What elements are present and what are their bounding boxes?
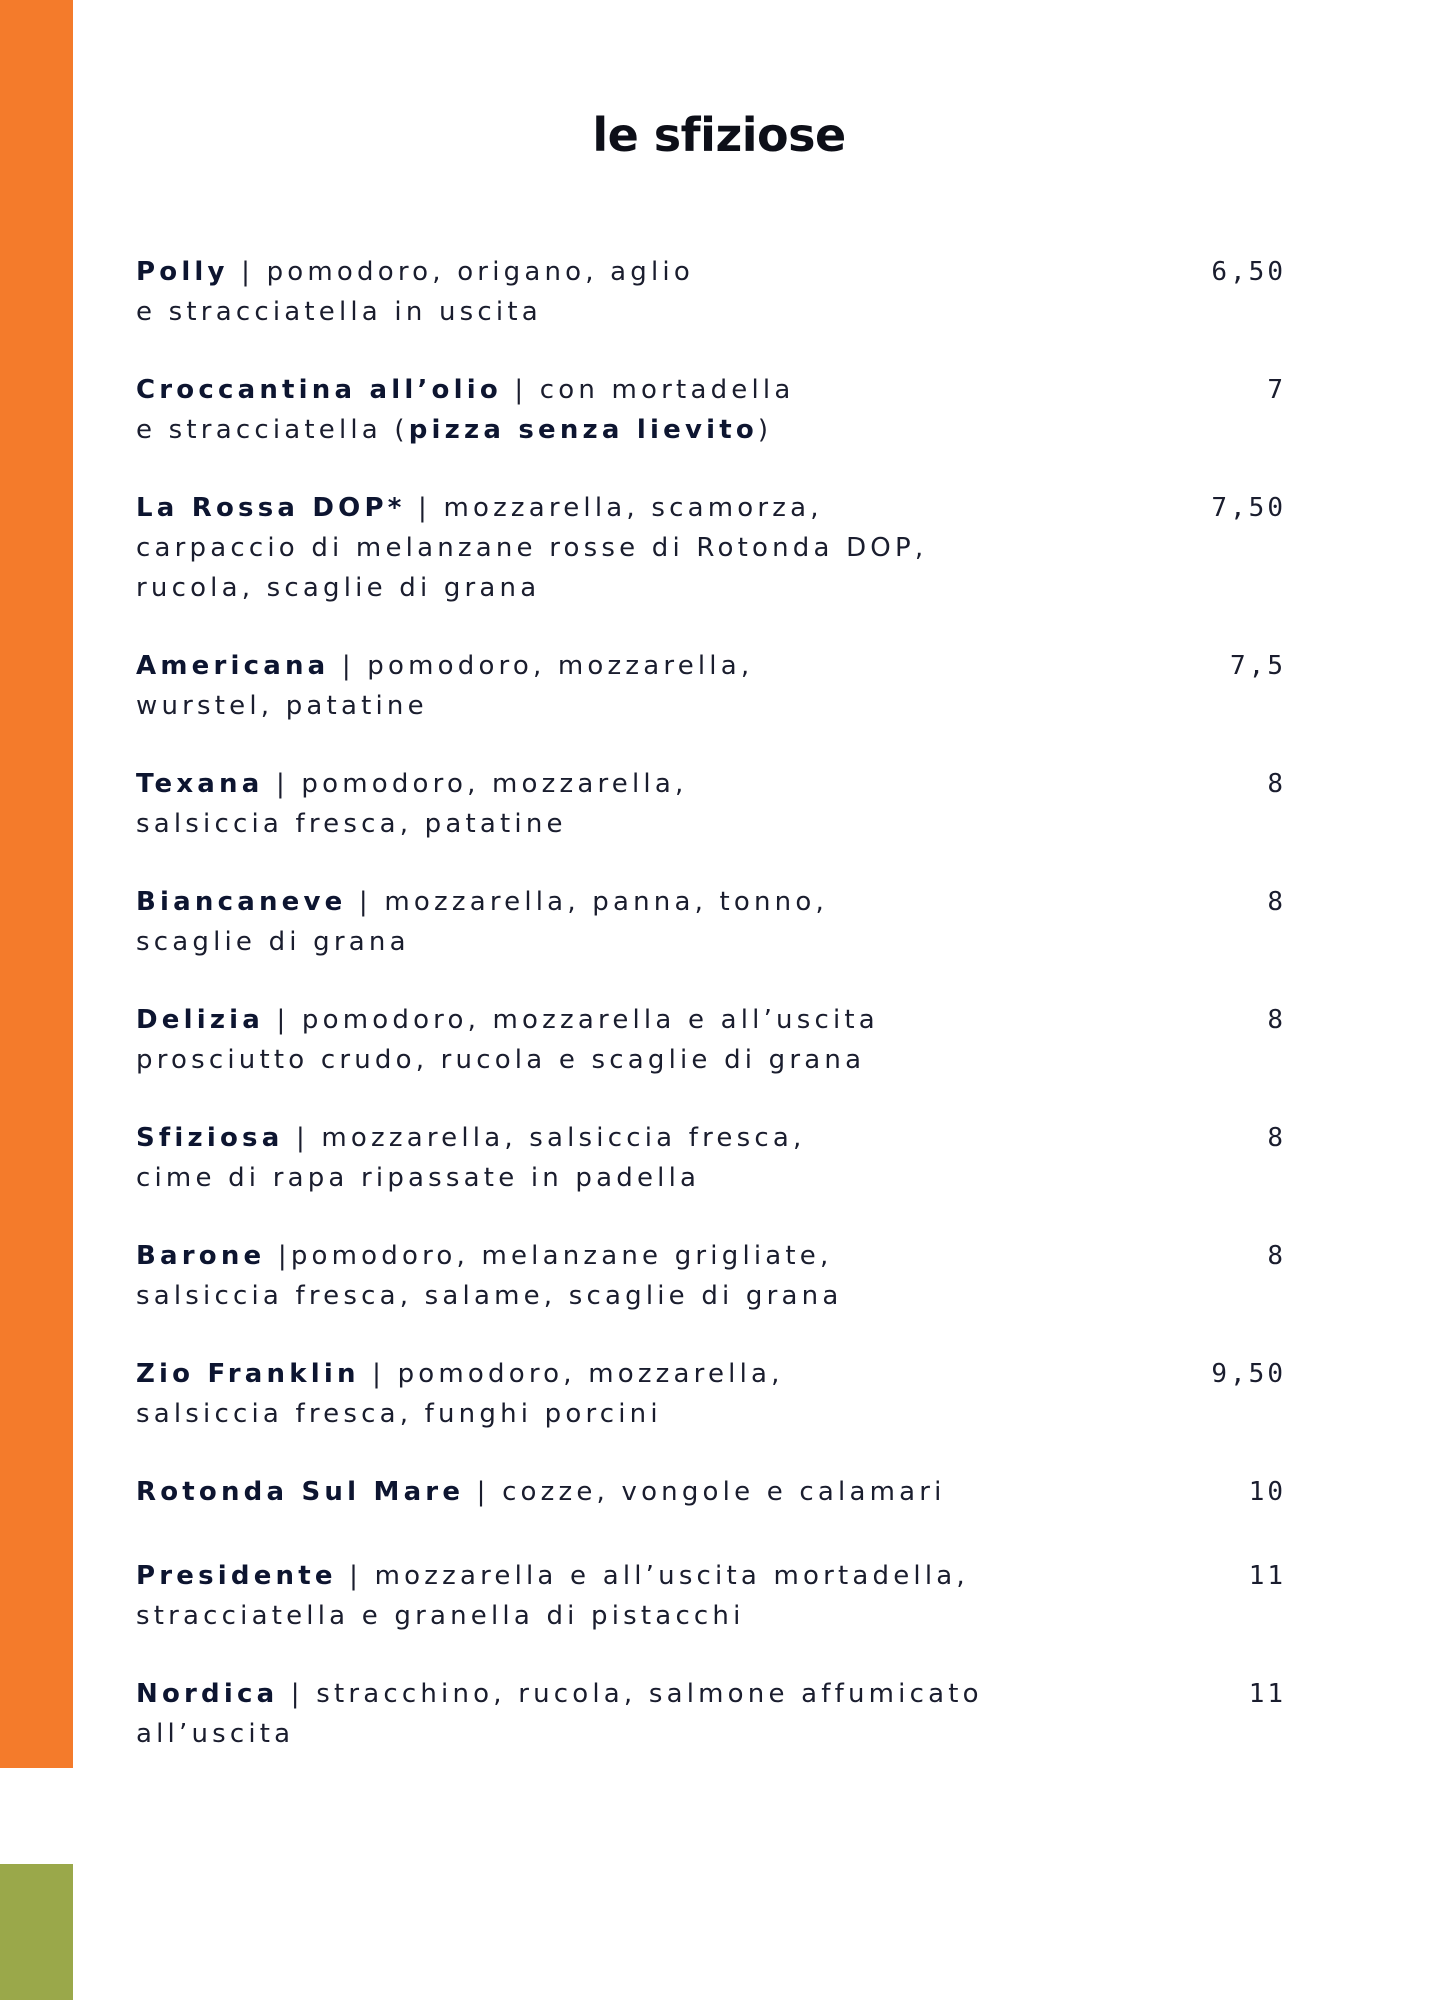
menu-item-description: Barone |pomodoro, melanzane grigliate, salsiccia fresca, salame, scaglie di grana [136, 1241, 843, 1311]
menu-item-name: Nordica [136, 1679, 279, 1709]
menu-item-name: Barone [136, 1241, 266, 1271]
menu-item-price: 8 [1267, 1123, 1286, 1153]
menu-item-description: Sfiziosa | mozzarella, salsiccia fresca, cime di rapa ripassate in padella [136, 1123, 806, 1193]
menu-item-name: La Rossa DOP* [136, 493, 406, 523]
menu-item-price: 9,50 [1211, 1359, 1286, 1389]
menu-item-delizia [136, 1000, 1286, 1080]
menu-item-name: Polly [136, 257, 229, 287]
menu-item-price: 10 [1248, 1477, 1286, 1507]
menu-item-description: Polly | pomodoro, origano, aglio e stracciatella in uscita [136, 257, 694, 327]
menu-item-description: Americana | pomodoro, mozzarella, wurstel, patatine [136, 651, 754, 721]
menu-item-name: Delizia [136, 1005, 265, 1035]
menu-item-name: Croccantina all’olio [136, 375, 502, 405]
menu-item-nordica [136, 1674, 1286, 1754]
menu-item-price: 11 [1248, 1561, 1286, 1591]
menu-item-description: Delizia | pomodoro, mozzarella e all’uscita prosciutto crudo, rucola e scaglie di grana [136, 1005, 879, 1075]
menu-item-price: 6,50 [1211, 257, 1286, 287]
menu-item-rotonda-sul-mare [136, 1472, 1286, 1512]
menu-item-description: Texana | pomodoro, mozzarella, salsiccia fresca, patatine [136, 769, 688, 839]
menu-item-zio-franklin [136, 1354, 1286, 1434]
green-side-stripe [0, 1864, 73, 2000]
menu-list [136, 252, 1286, 1792]
menu-item-name: Biancaneve [136, 887, 347, 917]
menu-item-description: Rotonda Sul Mare | cozze, vongole e calamari [136, 1477, 946, 1507]
menu-item-price: 8 [1267, 1005, 1286, 1035]
menu-item-price: 8 [1267, 1241, 1286, 1271]
menu-item-sfiziosa [136, 1118, 1286, 1198]
menu-item-price: 7,50 [1211, 493, 1286, 523]
menu-item-texana [136, 764, 1286, 844]
menu-item-la-rossa-dop [136, 488, 1286, 608]
menu-item-presidente [136, 1556, 1286, 1636]
menu-item-price: 8 [1267, 887, 1286, 917]
menu-item-description: Presidente | mozzarella e all’uscita mortadella, stracciatella e granella di pistacchi [136, 1561, 969, 1631]
menu-item-americana [136, 646, 1286, 726]
menu-item-description: Zio Franklin | pomodoro, mozzarella, salsiccia fresca, funghi porcini [136, 1359, 784, 1429]
section-title: le sfiziose [592, 108, 846, 162]
menu-item-price: 11 [1248, 1679, 1286, 1709]
menu-item-name: Presidente [136, 1561, 337, 1591]
menu-item-price: 7,5 [1230, 651, 1286, 681]
menu-item-price: 7 [1267, 375, 1286, 405]
menu-item-name: Texana [136, 769, 264, 799]
menu-item-name: Rotonda Sul Mare [136, 1477, 465, 1507]
menu-item-description: Croccantina all’olio | con mortadella e stracciatella (pizza senza lievito) [136, 375, 795, 445]
menu-item-description: Biancaneve | mozzarella, panna, tonno, scaglie di grana [136, 887, 828, 957]
menu-item-polly [136, 252, 1286, 332]
menu-item-name: Zio Franklin [136, 1359, 360, 1389]
orange-side-stripe [0, 0, 73, 1768]
menu-item-biancaneve [136, 882, 1286, 962]
menu-item-barone [136, 1236, 1286, 1316]
menu-item-price: 8 [1267, 769, 1286, 799]
menu-item-name: Americana [136, 651, 330, 681]
menu-item-croccantina [136, 370, 1286, 450]
menu-item-name: Sfiziosa [136, 1123, 284, 1153]
menu-item-description: Nordica | stracchino, rucola, salmone affumicato all’uscita [136, 1679, 983, 1749]
menu-item-description: La Rossa DOP* | mozzarella, scamorza, carpaccio di melanzane rosse di Rotonda DOP, rucola, scaglie di grana [136, 493, 928, 603]
